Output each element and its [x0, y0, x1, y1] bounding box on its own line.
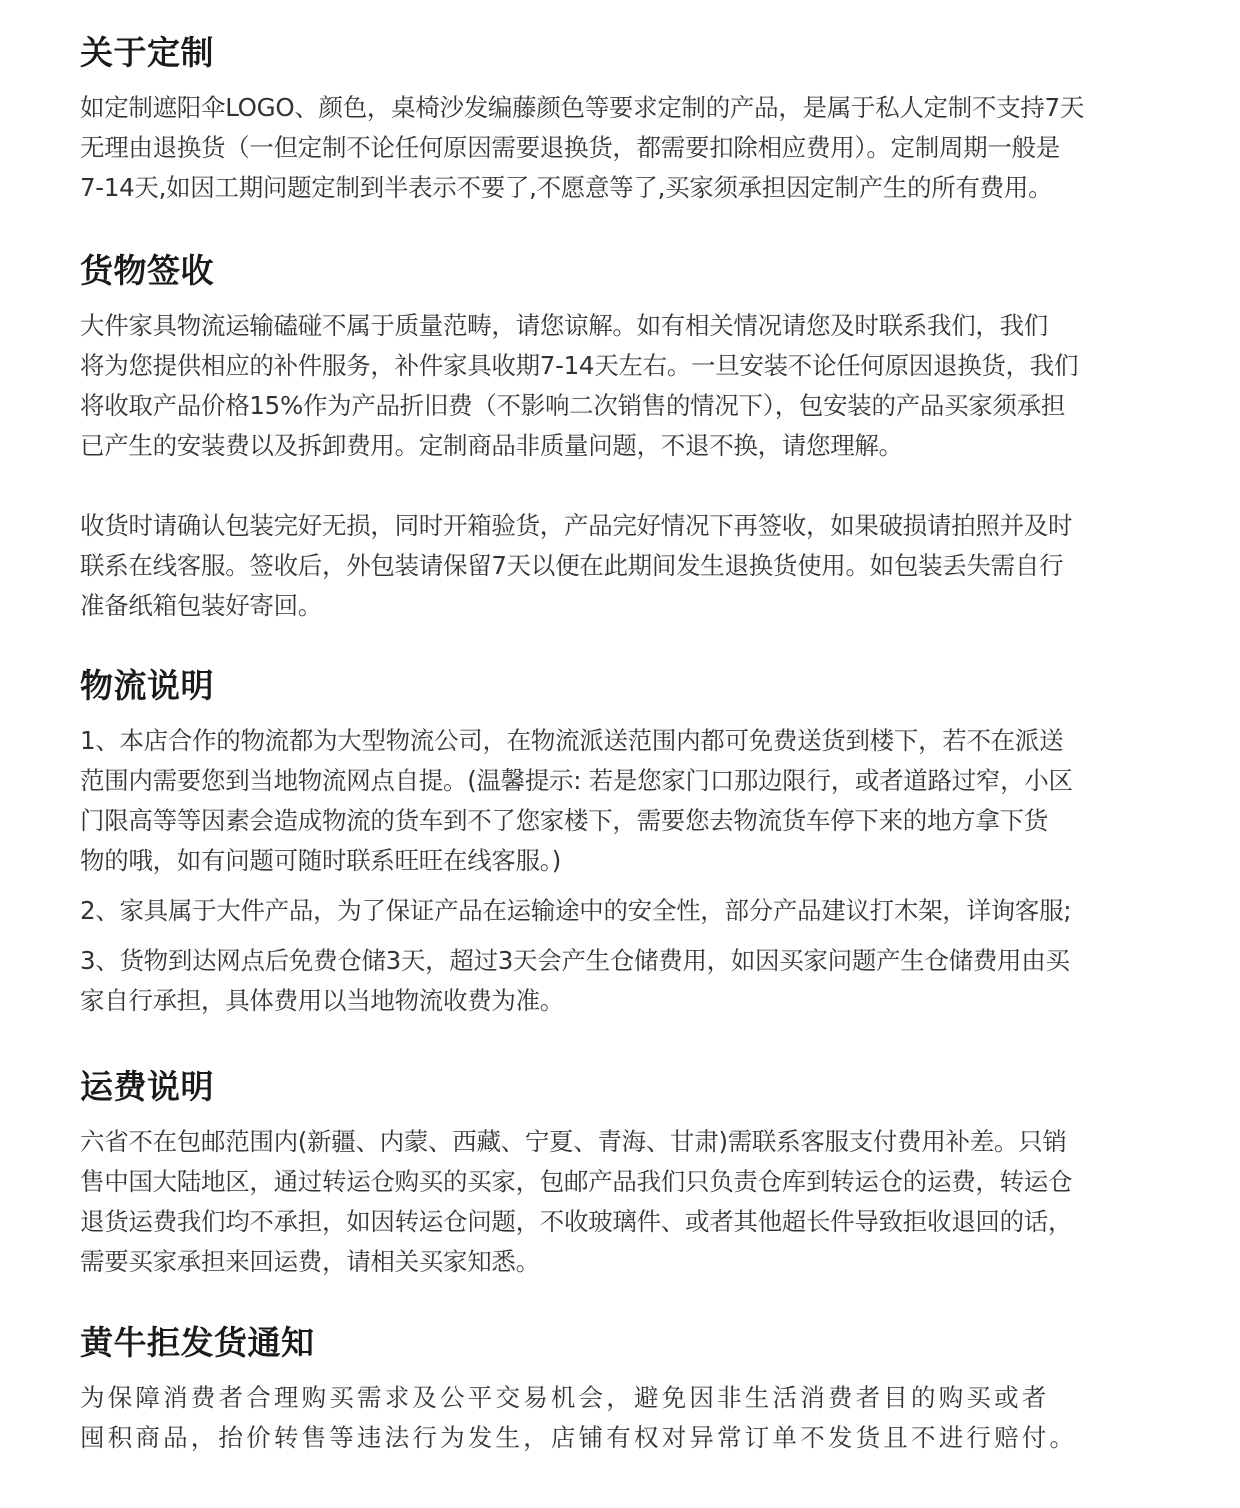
section-title: 关于定制: [80, 33, 214, 72]
section-paragraph: 收货时请确认包装完好无损，同时开箱验货，产品完好情况下再签收，如果破损请拍照并及时 联系在线客服。签收后，外包装请保留7天以便在此期间发生退换货使用。如包装丢失需自行 准备纸箱包装好寄回。: [80, 511, 1073, 620]
section-paragraph: 1、本店合作的物流都为大型物流公司，在物流派送范围内都可免费送货到楼下，若不在派送 范围内需要您到当地物流网点自提。(温馨提示: 若是您家门口那边限行，或者道路过窄，小区 门限高等等因素会造成物流的货车到不了您家楼下，需要您去物流货车停下来的地方拿下货 物的哦，如有问题可随时联系旺旺在线客服。): [80, 726, 1073, 875]
section-title: 运费说明: [80, 1067, 214, 1106]
section-shipping-fee: [80, 1066, 1198, 1282]
section-receipt: [80, 250, 1198, 626]
section-customization: [80, 32, 1198, 208]
section-title: 物流说明: [80, 666, 214, 705]
section-paragraph: 2、家具属于大件产品，为了保证产品在运输途中的安全性，部分产品建议打木架，详询客服;: [80, 896, 1072, 925]
section-logistics: [80, 665, 1198, 1021]
section-scalper-notice: [80, 1322, 1198, 1458]
section-paragraph: 大件家具物流运输磕碰不属于质量范畴，请您谅解。如有相关情况请您及时联系我们，我们 将为您提供相应的补件服务，补件家具收期7-14天左右。一旦安装不论任何原因退换货，我们 将收取产品价格15%作为产品折旧费（不影响二次销售的情况下），包安装的产品买家须承担 已产生的安装费以及拆卸费用。定制商品非质量问题，不退不换，请您理解。: [80, 311, 1079, 460]
section-paragraph: 为保障消费者合理购买需求及公平交易机会，避免因非生活消费者目的购买或者 囤积商品，抬价转售等违法行为发生，店铺有权对异常订单不发货且不进行赔付。: [80, 1383, 1078, 1452]
section-paragraph: 3、货物到达网点后免费仓储3天，超过3天会产生仓储费用，如因买家问题产生仓储费用由买 家自行承担，具体费用以当地物流收费为准。: [80, 946, 1070, 1015]
section-title: 货物签收: [80, 251, 214, 290]
section-title: 黄牛拒发货通知: [80, 1323, 315, 1362]
section-paragraph: 如定制遮阳伞LOGO、颜色，桌椅沙发编藤颜色等要求定制的产品，是属于私人定制不支持7天 无理由退换货（一但定制不论任何原因需要退换货，都需要扣除相应费用）。定制周期一般是 7-14天,如因工期问题定制到半表示不要了,不愿意等了,买家须承担因定制产生的所有费用。: [80, 93, 1085, 202]
section-paragraph: 六省不在包邮范围内(新疆、内蒙、西藏、宁夏、青海、甘肃)需联系客服支付费用补差。只销 售中国大陆地区，通过转运仓购买的买家，包邮产品我们只负责仓库到转运仓的运费，转运仓 退货运费我们均不承担，如因转运仓问题，不收玻璃件、或者其他超长件导致拒收退回的话， 需要买家承担来回运费，请相关买家知悉。: [80, 1127, 1073, 1276]
